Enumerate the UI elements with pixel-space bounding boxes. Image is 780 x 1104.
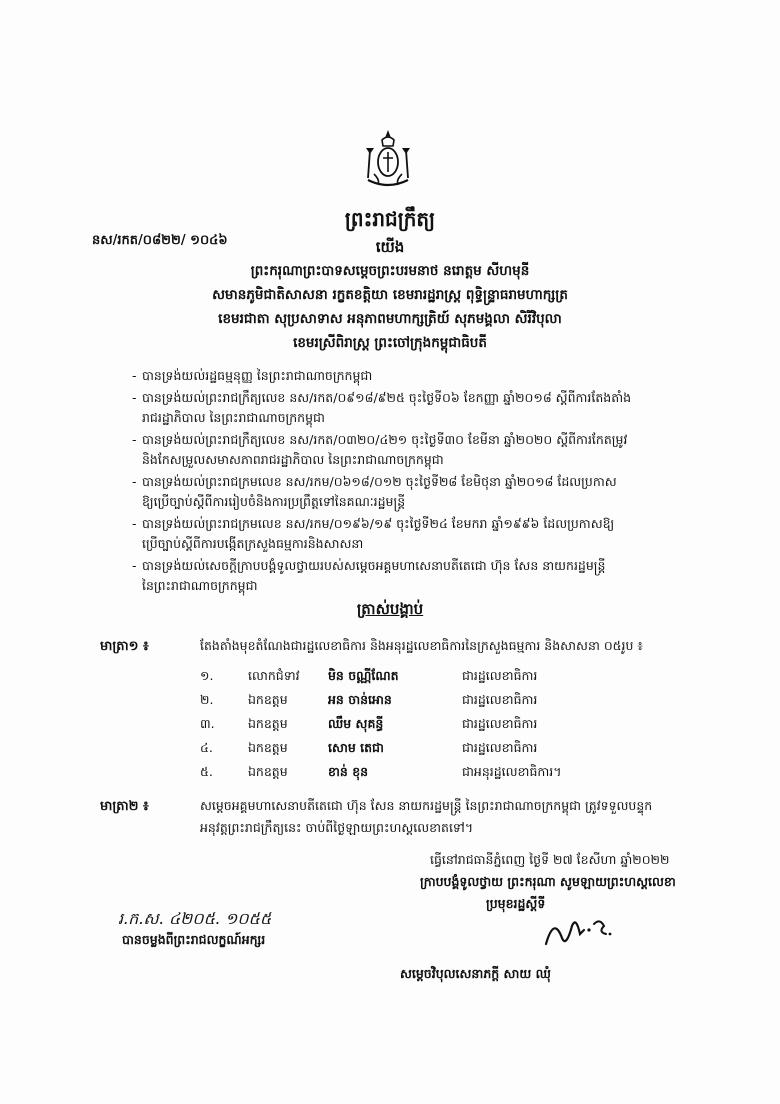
king-title-line: ខេមរស្រីពិរាស្ត្រ ព្រះចៅក្រុងកម្ពុជាធិបតី [293, 335, 487, 351]
article-2-line: សម្តេចអគ្គមហាសេនាបតីតេជោ ហ៊ុន សែន នាយករដ្ឋមន្ត្រី នៃព្រះរាជាណាចក្រកម្ពុជា ត្រូវទទួលបន្ទុក [200, 798, 653, 813]
archive-number: រ.ក.ស. ៤២០៥. ១០៥៥ [118, 909, 272, 928]
consideration-line: រាជរដ្ឋាភិបាល នៃព្រះរាជាណាចក្រកម្ពុជា [142, 410, 325, 425]
consideration-line: ប្រើច្បាប់ស្តីពីការបង្កើតក្រសួងធម្មការនិងសាសនា [142, 536, 364, 551]
article-2-label: មាត្រា២ ៖ [100, 799, 149, 814]
member-row: ៤. ឯកឧត្តម សោម តេជា ជារដ្ឋលេខាធិការ [200, 740, 538, 755]
consideration-line: - បានទ្រង់យល់ព្រះរាជក្រឹត្យលេខ នស/រកត/០៣២០/៤២១ ចុះថ្ងៃទី៣០ ខែមីនា ឆ្នាំ២០២០ ស្តីពីការកែតម្រូវ [132, 432, 628, 447]
royal-coat-of-arms-emblem [360, 128, 416, 192]
member-row: ៣. ឯកឧត្តម ឈឹម សុគន្ធី ជារដ្ឋលេខាធិការ [200, 716, 538, 731]
consideration-line: - បានទ្រង់យល់ព្រះរាជក្រឹត្យលេខ នស/រកត/០៩១៨/៩២៥ ចុះថ្ងៃទី០៦ ខែកញ្ញា ឆ្នាំ២០១៨ ស្តីពីការតែងតាំង [132, 390, 632, 405]
presenter-line: ក្រាបបង្គំទូលថ្វាយ ព្រះករុណា សូមឡាយព្រះហស្តលេខា [420, 874, 676, 889]
document-title: ព្រះរាជក្រឹត្យ [344, 207, 436, 231]
reference-number: នស/រកត/០៨២២/ ១០៤៦ [92, 233, 228, 248]
consideration-line: - បានទ្រង់យល់រដ្ឋធម្មនុញ្ញ នៃព្រះរាជាណាចក្រកម្ពុជា [132, 368, 373, 383]
signature [540, 908, 620, 958]
signer-name: សម្តេចវិបុលសេនាភក្តី សាយ ឈុំ [400, 966, 551, 981]
king-title-line: ព្រះករុណាព្រះបាទសម្តេចព្រះបរមនាថ នរោត្តម សីហមុនី [250, 263, 530, 279]
archive-note: បានចម្លងពីព្រះរាជលក្ខណ៍អក្សរ [122, 932, 266, 947]
consideration-line: - បានទ្រង់យល់ព្រះរាជក្រមលេខ នស/រកម/០៦១៨/០១២ ចុះថ្ងៃទី២៨ ខែមិថុនា ឆ្នាំ២០១៨ ដែលប្រកាស [132, 474, 617, 489]
article-1-label: មាត្រា១ ៖ [100, 639, 149, 654]
consideration-line: ឱ្យប្រើច្បាប់ស្តីពីការរៀបចំនិងការប្រព្រឹត្តទៅនៃគណៈរដ្ឋមន្ត្រី [142, 494, 406, 509]
consideration-line: នៃព្រះរាជាណាចក្រកម្ពុជា [142, 578, 258, 593]
consideration-line: - បានទ្រង់យល់សេចក្តីក្រាបបង្គំទូលថ្វាយរបស់សម្តេចអគ្គមហាសេនាបតីតេជោ ហ៊ុន សែន នាយករដ្ឋមន្ត្រី [132, 558, 606, 573]
member-row: ១. លោកជំទាវ មិន ចណ្ណីណែត ជារដ្ឋលេខាធិការ [200, 668, 538, 683]
member-row: ២. ឯកឧត្តម អន ចាន់អោន ជារដ្ឋលេខាធិការ [200, 692, 538, 707]
consideration-line: - បានទ្រង់យល់ព្រះរាជក្រមលេខ នស/រកម/០១៩៦/១៩ ចុះថ្ងៃទី២៤ ខែមករា ឆ្នាំ១៩៩៦ ដែលប្រកាសឱ្យ [132, 516, 615, 531]
member-row: ៥. ឯកឧត្តម ខាន់ ខុន ជាអនុរដ្ឋលេខាធិការ។ [200, 764, 562, 779]
place-date: ធ្វើនៅរាជធានីភ្នំពេញ ថ្ងៃទី ២៧ ខែសីហា ឆ្នាំ២០២២ [430, 852, 670, 867]
we-heading: យើង [375, 238, 405, 256]
decided-heading: ត្រាស់បង្គាប់ [356, 600, 424, 618]
article-2-line: អនុវត្តព្រះរាជក្រឹត្យនេះ ចាប់ពីថ្ងៃឡាយព្រះហស្តលេខាតទៅ។ [200, 820, 474, 835]
king-title-line: ខេមរជាតា សុប្រសាទាស អនុភាពមហាក្សត្រិយ៍ សុភមង្គលា សិរីវិបុលា [218, 311, 562, 327]
king-title-line: សមានភូមិជាតិសាសនា រក្ខតខត្តិយា ខេមរារដ្ឋរាស្ត្រ ពុទ្ធិន្ទ្រាធរាមហាក្សត្រ [212, 287, 568, 303]
article-1-text: តែងតាំងមុខតំណែងជារដ្ឋលេខាធិការ និងអនុរដ្ឋលេខាធិការនៃក្រសួងធម្មការ និងសាសនា ០៥រូប ៖ [200, 638, 643, 653]
consideration-line: និងកែសម្រួលសមាសភាពរាជរដ្ឋាភិបាល នៃព្រះរាជាណាចក្រកម្ពុជា [142, 452, 444, 467]
presenter-title: ប្រមុខរដ្ឋស្តីទី [486, 896, 546, 911]
